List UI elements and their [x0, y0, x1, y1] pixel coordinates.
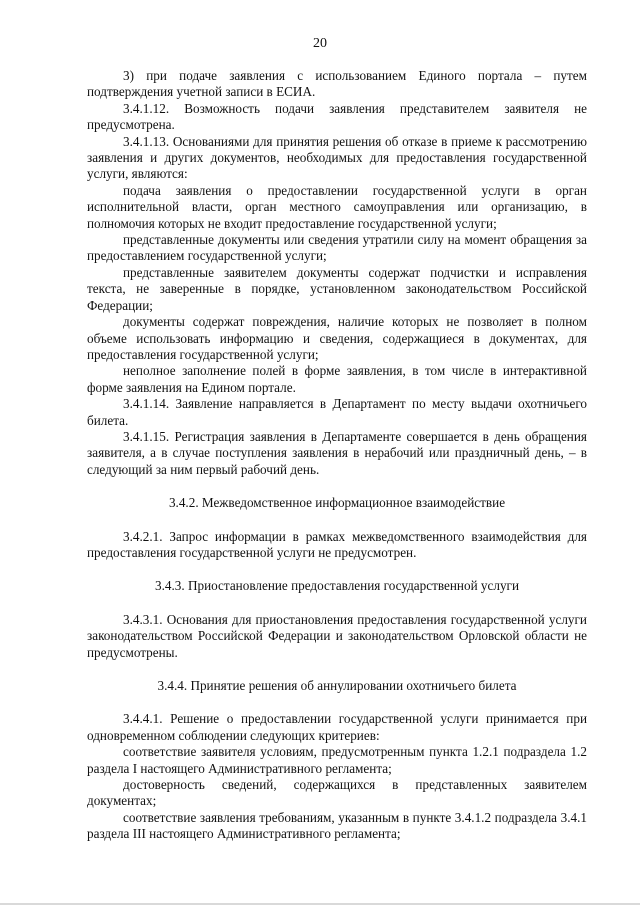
paragraph-refusal-reason-authority: подача заявления о предоставлении государственной услуги в орган исполнительной власти, орган местного самоуправления или организацию, в полномочия которых не входит предоставление государственной услуги; [87, 182, 587, 231]
paragraph-refusal-reason-corrections: представленные заявителем документы содержат подчистки и исправления текста, не заверенные в порядке, установленном законодательством Российской Федерации; [87, 264, 587, 313]
section-heading-3-4-4: 3.4.4. Принятие решения об аннулировании охотничьего билета [157, 678, 517, 693]
paragraph-refusal-reason-incomplete: неполное заполнение полей в форме заявления, в том числе в интерактивной форме заявления на Едином портале. [87, 363, 587, 395]
paragraph-3-4-4-1: 3.4.4.1. Решение о предоставлении государственной услуги принимается при одновременном соблюдении следующих критериев: [87, 711, 587, 743]
document-body [87, 68, 587, 843]
paragraph-3-4-1-14: 3.4.1.14. Заявление направляется в Департамент по месту выдачи охотничьего билета. [87, 396, 587, 428]
paragraph-3-4-2-1: 3.4.2.1. Запрос информации в рамках межведомственного взаимодействия для предоставления государственной услуги не предусмотрен. [87, 528, 587, 560]
paragraph-refusal-reason-damage: документы содержат повреждения, наличие которых не позволяет в полном объеме использовать информацию и сведения, содержащиеся в документах, для предоставления государственной услуги; [87, 314, 587, 362]
paragraph-3-4-1-13: 3.4.1.13. Основаниями для принятия решения об отказе в приеме к рассмотрению заявления и других документов, необходимых для предоставления государственной услуги, являются: [87, 133, 587, 182]
section-heading-3-4-3: 3.4.3. Приостановление предоставления государственной услуги [154, 578, 520, 594]
paragraph-criterion-requirements: соответствие заявления требованиям, указанным в пункте 3.4.1.2 подраздела 3.4.1 раздела III настоящего Административного регламента; [87, 809, 587, 842]
paragraph-criterion-applicant: соответствие заявителя условиям, предусмотренным пункта 1.2.1 подраздела 1.2 раздела I настоящего Административного регламента; [87, 744, 587, 776]
paragraph-3-4-1-12: 3.4.1.12. Возможность подачи заявления представителем заявителя не предусмотрена. [87, 100, 587, 133]
paragraph-3-4-1-15: 3.4.1.15. Регистрация заявления в Департаменте совершается в день обращения заявителя, а в случае поступления заявления в нерабочий или праздничный день, – в следующий за ним первый рабочий день. [87, 428, 587, 477]
paragraph-esia-confirmation: 3) при подаче заявления с использованием Единого портала – путем подтверждения учетной записи в ЕСИА. [87, 68, 587, 100]
section-heading-3-4-2: 3.4.2. Межведомственное информационное взаимодействие [168, 495, 506, 511]
page-number: 20 [313, 36, 327, 51]
paragraph-criterion-reliability: достоверность сведений, содержащихся в представленных заявителем документах; [87, 777, 587, 809]
paragraph-refusal-reason-expired: представленные документы или сведения утратили силу на момент обращения за предоставлением государственной услуги; [87, 232, 587, 264]
paragraph-3-4-3-1: 3.4.3.1. Основания для приостановления предоставления государственной услуги законодательством Российской Федерации и законодательством Орловской области не предусмотрены. [87, 611, 587, 660]
